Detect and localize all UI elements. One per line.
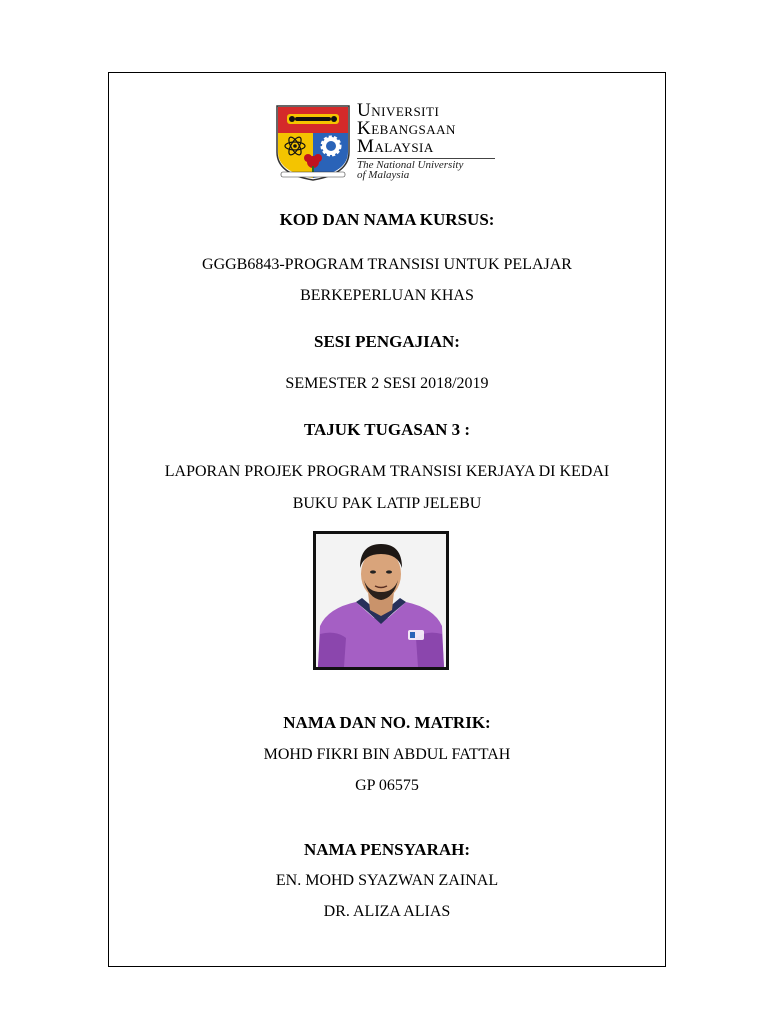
cover-page-border	[108, 72, 666, 967]
wordmark-tagline: The National University of Malaysia	[357, 159, 464, 181]
assignment-title-line-2: BUKU PAK LATIP JELEBU	[292, 495, 482, 512]
wordmark-line-universiti: UNIVERSITI	[357, 100, 440, 121]
ukm-logo	[275, 102, 497, 182]
lecturer-name-1: EN. MOHD SYAZWAN ZAINAL	[275, 872, 499, 889]
course-heading: KOD DAN NAMA KURSUS:	[279, 210, 495, 229]
wordmark-line-kebangsaan: KEBANGSAAN	[357, 118, 456, 139]
assignment-heading: TAJUK TUGASAN 3 :	[303, 420, 471, 439]
session-heading: SESI PENGAJIAN:	[314, 332, 460, 351]
student-name: MOHD FIKRI BIN ABDUL FATTAH	[263, 746, 511, 763]
lecturer-heading: NAMA PENSYARAH:	[303, 840, 471, 859]
student-portrait-image	[316, 534, 446, 667]
student-heading: NAMA DAN NO. MATRIK:	[283, 713, 491, 732]
assignment-title-line-1: LAPORAN PROJEK PROGRAM TRANSISI KERJAYA DI KEDAI	[164, 463, 610, 480]
course-name-line-1: GGGB6843-PROGRAM TRANSISI UNTUK PELAJAR	[202, 256, 572, 273]
ukm-crest-icon	[275, 102, 351, 182]
lecturer-name-2: DR. ALIZA ALIAS	[323, 903, 451, 920]
ukm-wordmark	[357, 102, 497, 182]
student-photo	[313, 531, 449, 670]
session-value: SEMESTER 2 SESI 2018/2019	[285, 375, 489, 392]
student-matric-number: GP 06575	[355, 777, 419, 794]
course-name-line-2: BERKEPERLUAN KHAS	[300, 287, 474, 304]
wordmark-line-malaysia: MALAYSIA	[357, 136, 434, 157]
